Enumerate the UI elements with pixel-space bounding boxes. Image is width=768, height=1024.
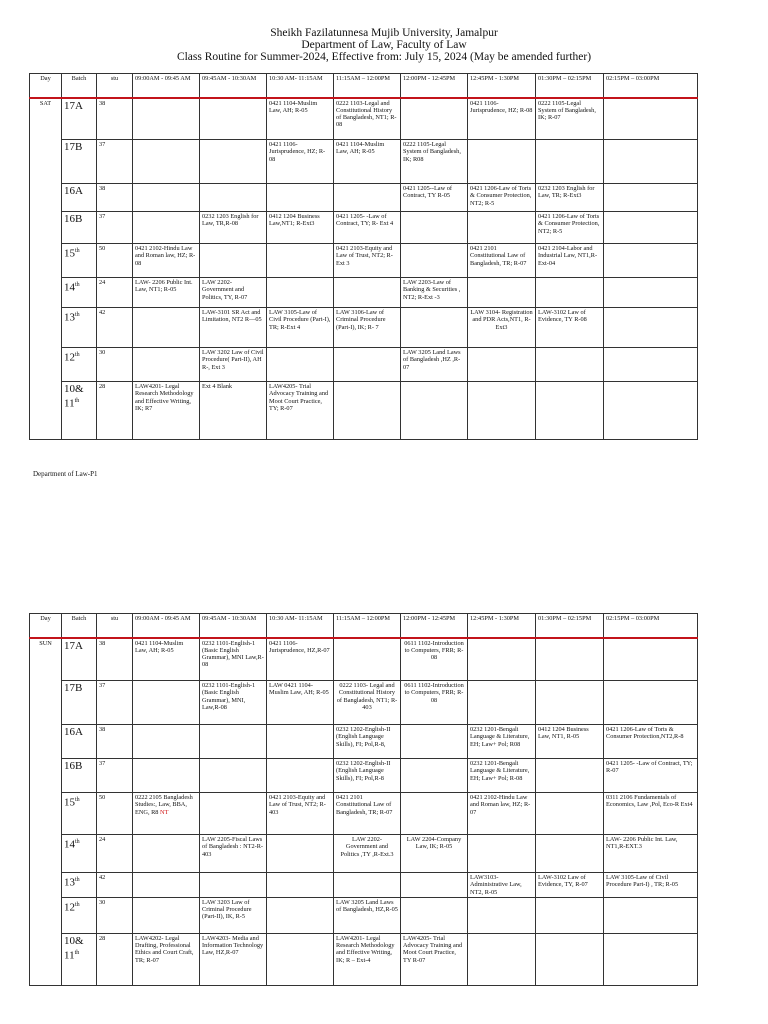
empty-cell bbox=[468, 897, 536, 933]
empty-cell bbox=[133, 725, 200, 759]
batch-cell: 17A bbox=[62, 638, 97, 681]
batch-cell: 16B bbox=[62, 759, 97, 793]
class-cell: LAW 3202 Law of Civil Procedure( Part-II), AH R-, Ext 3 bbox=[200, 348, 267, 382]
column-header: 09:00AM - 09:45 AM bbox=[133, 614, 200, 638]
empty-cell bbox=[468, 681, 536, 725]
empty-cell bbox=[334, 638, 401, 681]
class-cell: LAW4202- Legal Drafting, Professional Ethics and Court Craft, TR; R-07 bbox=[133, 933, 200, 985]
student-count: 24 bbox=[97, 278, 133, 308]
table-row bbox=[30, 98, 698, 140]
column-header: Batch bbox=[62, 74, 97, 98]
class-cell: 0421 1206-Law of Torts & Consumer Protection, NT2; R-5 bbox=[536, 212, 604, 244]
empty-cell bbox=[536, 793, 604, 835]
batch-cell: 16B bbox=[62, 212, 97, 244]
batch-cell: 16A bbox=[62, 184, 97, 212]
column-header: 11:15AM – 12:00PM bbox=[334, 74, 401, 98]
class-cell: 0421 2102-Hindu Law and Roman law, HZ; R-08 bbox=[133, 244, 200, 278]
header-row bbox=[30, 74, 698, 98]
empty-cell bbox=[468, 933, 536, 985]
empty-cell bbox=[604, 184, 698, 212]
empty-cell bbox=[334, 184, 401, 212]
class-cell: 0421 1104-Muslim Law, AH; R-05 bbox=[334, 140, 401, 184]
empty-cell bbox=[267, 725, 334, 759]
empty-cell bbox=[133, 681, 200, 725]
class-cell: 0232 1201-Bengali Language & Literature, EH; Law+ Pol; R08 bbox=[468, 725, 536, 759]
class-cell: 0421 1106-Jurisprudence, HZ; R-08 bbox=[267, 140, 334, 184]
empty-cell bbox=[401, 244, 468, 278]
column-header: Day bbox=[30, 614, 62, 638]
empty-cell bbox=[267, 278, 334, 308]
class-cell: 0421 2102-Hindu Law and Roman law, HZ; R-07 bbox=[468, 793, 536, 835]
student-count: 42 bbox=[97, 873, 133, 898]
empty-cell bbox=[267, 835, 334, 873]
table-row bbox=[30, 638, 698, 681]
empty-cell bbox=[200, 140, 267, 184]
empty-cell bbox=[468, 348, 536, 382]
empty-cell bbox=[200, 793, 267, 835]
empty-cell bbox=[200, 759, 267, 793]
empty-cell bbox=[468, 835, 536, 873]
table-row bbox=[30, 348, 698, 382]
table-row bbox=[30, 244, 698, 278]
empty-cell bbox=[604, 348, 698, 382]
empty-cell bbox=[604, 212, 698, 244]
empty-cell bbox=[536, 897, 604, 933]
empty-cell bbox=[401, 212, 468, 244]
empty-cell bbox=[604, 308, 698, 348]
empty-cell bbox=[200, 184, 267, 212]
batch-cell: 10& 11th bbox=[62, 382, 97, 440]
class-cell: LAW 0421 1104-Muslim Law, AH; R-05 bbox=[267, 681, 334, 725]
class-cell: LAW 3205 Land Laws of Bangladesh, HZ,R-05 bbox=[334, 897, 401, 933]
column-header: 10:30 AM- 11:15AM bbox=[267, 614, 334, 638]
table-row bbox=[30, 140, 698, 184]
class-cell: LAW 3205 Land Laws of Bangladesh ,HZ ,R-07 bbox=[401, 348, 468, 382]
empty-cell bbox=[604, 382, 698, 440]
empty-cell bbox=[536, 140, 604, 184]
empty-cell bbox=[133, 140, 200, 184]
empty-cell bbox=[267, 244, 334, 278]
empty-cell bbox=[133, 308, 200, 348]
class-cell: LAW 2202- Government and Politics, TY, R-07 bbox=[200, 278, 267, 308]
class-cell: 0421 1206-Law of Torts & Consumer Protection, NT2; R-5 bbox=[468, 184, 536, 212]
class-cell: 0421 1205- -Law of Contract, TY; R- Ext 4 bbox=[334, 212, 401, 244]
class-cell: LAW- 2206 Public Int. Law, NT1,R-EXT.3 bbox=[604, 835, 698, 873]
empty-cell bbox=[536, 681, 604, 725]
empty-cell bbox=[133, 184, 200, 212]
batch-cell: 16A bbox=[62, 725, 97, 759]
column-header: 10:30 AM- 11:15AM bbox=[267, 74, 334, 98]
class-cell: 0222 2105 Bangladesh Studies:, Law, BBA, ENG, R8 NT bbox=[133, 793, 200, 835]
column-header: stu bbox=[97, 614, 133, 638]
empty-cell bbox=[133, 348, 200, 382]
class-cell: LAW 2203-Law of Banking & Securities , NT2; R-Ext -3 bbox=[401, 278, 468, 308]
empty-cell bbox=[604, 681, 698, 725]
column-header: 11:15AM – 12:00PM bbox=[334, 614, 401, 638]
class-cell: 0222 1105-Legal System of Bangladesh, IK; R08 bbox=[401, 140, 468, 184]
batch-cell: 14th bbox=[62, 278, 97, 308]
empty-cell bbox=[334, 382, 401, 440]
table-row bbox=[30, 184, 698, 212]
student-count: 30 bbox=[97, 348, 133, 382]
student-count: 38 bbox=[97, 725, 133, 759]
student-count: 50 bbox=[97, 244, 133, 278]
table-row bbox=[30, 873, 698, 898]
student-count: 38 bbox=[97, 184, 133, 212]
empty-cell bbox=[133, 98, 200, 140]
class-cell: 0421 2101 Constitutional Law of Bangladesh, TR; R-07 bbox=[334, 793, 401, 835]
sunday-routine-table bbox=[29, 613, 698, 986]
empty-cell bbox=[267, 759, 334, 793]
batch-cell: 17B bbox=[62, 140, 97, 184]
class-cell: Ext 4 Blank bbox=[200, 382, 267, 440]
class-cell: 0412 1204 Business Law, NT1, R-05 bbox=[536, 725, 604, 759]
student-count: 28 bbox=[97, 382, 133, 440]
class-cell: 0421 2101 Constitutional Law of Bangladesh, TR; R-07 bbox=[468, 244, 536, 278]
empty-cell bbox=[604, 244, 698, 278]
day-cell: SUN bbox=[30, 638, 62, 986]
class-cell: 0421 2104-Labor and Industrial Law, NT1,R- Ext-04 bbox=[536, 244, 604, 278]
class-cell: 0412 1204 Business Law,NT1; R-Ext3 bbox=[267, 212, 334, 244]
empty-cell bbox=[536, 278, 604, 308]
empty-cell bbox=[401, 793, 468, 835]
class-cell: 0421 2103-Equity and Law of Trust, NT2; R-403 bbox=[267, 793, 334, 835]
table-row bbox=[30, 933, 698, 985]
class-cell: 0421 1206-Law of Torts & Consumer Protection,NT2,R-8 bbox=[604, 725, 698, 759]
table-row bbox=[30, 835, 698, 873]
empty-cell bbox=[133, 759, 200, 793]
batch-cell: 17A bbox=[62, 98, 97, 140]
class-cell: 0611 1102-Introduction to Computers, FRR; R-08 bbox=[401, 681, 468, 725]
batch-cell: 15th bbox=[62, 244, 97, 278]
batch-cell: 12th bbox=[62, 897, 97, 933]
class-cell: 0222 1103-Legal and Constitutional History of Bangladesh, NT1; R-08 bbox=[334, 98, 401, 140]
student-count: 37 bbox=[97, 681, 133, 725]
student-count: 28 bbox=[97, 933, 133, 985]
column-header: Day bbox=[30, 74, 62, 98]
class-cell: 0421 1205--Law of Contract, TY R-05 bbox=[401, 184, 468, 212]
column-header: 09:45AM - 10:30AM bbox=[200, 74, 267, 98]
student-count: 38 bbox=[97, 638, 133, 681]
empty-cell bbox=[604, 140, 698, 184]
empty-cell bbox=[334, 873, 401, 898]
batch-cell: 14th bbox=[62, 835, 97, 873]
empty-cell bbox=[133, 897, 200, 933]
class-cell: 0232 1202-English-II (English Language Skills), FI; Pol,R-8, bbox=[334, 725, 401, 759]
student-count: 37 bbox=[97, 212, 133, 244]
class-cell: LAW-3102 Law of Evidence, TY, R-07 bbox=[536, 873, 604, 898]
student-count: 50 bbox=[97, 793, 133, 835]
table-row bbox=[30, 759, 698, 793]
class-cell: 0232 1201-Bengali Language & Literature, EH; Law+ Pol; R-08 bbox=[468, 759, 536, 793]
empty-cell bbox=[536, 933, 604, 985]
class-cell: LAW4205- Trial Advocacy Training and Moot Court Practice, TY R-07 bbox=[401, 933, 468, 985]
teacher-tag: NT bbox=[158, 808, 169, 816]
class-cell: 0232 1203 English for Law, TR; R-Ext3 bbox=[536, 184, 604, 212]
column-header: 12:00PM - 12:45PM bbox=[401, 614, 468, 638]
class-cell: LAW3103- Administrative Law, NT2, R-05 bbox=[468, 873, 536, 898]
empty-cell bbox=[200, 98, 267, 140]
empty-cell bbox=[133, 873, 200, 898]
column-header: 02:15PM – 03:00PM bbox=[604, 74, 698, 98]
empty-cell bbox=[536, 638, 604, 681]
empty-cell bbox=[200, 725, 267, 759]
batch-cell: 15th bbox=[62, 793, 97, 835]
class-cell: 0232 1101-English-1 (Basic English Grammar), MNI Law,R-08 bbox=[200, 638, 267, 681]
class-cell: 0222 1105-Legal System of Bangladesh, IK; R-07 bbox=[536, 98, 604, 140]
batch-cell: 13th bbox=[62, 873, 97, 898]
class-cell: LAW- 2206 Public Int. Law, NT1; R-05 bbox=[133, 278, 200, 308]
column-header: 12:00PM - 12:45PM bbox=[401, 74, 468, 98]
class-cell: LAW 2205-Fiscal Laws of Bangladesh : NT2-R-403 bbox=[200, 835, 267, 873]
class-cell: LAW 3106-Law of Criminal Procedure (Part-I), IK; R- 7 bbox=[334, 308, 401, 348]
day-cell: SAT bbox=[30, 98, 62, 440]
class-cell: 0232 1202-English-II (English Language Skills), FI; Pol,R-8 bbox=[334, 759, 401, 793]
class-cell: 0222 1103- Legal and Constitutional History of Bangladesh, NT1; R-403 bbox=[334, 681, 401, 725]
column-header: 12:45PM - 1:30PM bbox=[468, 74, 536, 98]
class-cell: LAW 3105-Law of Civil Procedure Part-I) , TR; R-05 bbox=[604, 873, 698, 898]
empty-cell bbox=[536, 348, 604, 382]
student-count: 24 bbox=[97, 835, 133, 873]
empty-cell bbox=[468, 278, 536, 308]
class-cell: 0421 1106-Jurisprudence, HZ; R-08 bbox=[468, 98, 536, 140]
empty-cell bbox=[267, 873, 334, 898]
table-row bbox=[30, 212, 698, 244]
table-row bbox=[30, 897, 698, 933]
batch-cell: 10& 11th bbox=[62, 933, 97, 985]
empty-cell bbox=[267, 897, 334, 933]
empty-cell bbox=[401, 98, 468, 140]
document-header bbox=[0, 27, 768, 63]
class-cell: 0421 1104-Muslim Law, AH; R-05 bbox=[267, 98, 334, 140]
student-count: 42 bbox=[97, 308, 133, 348]
empty-cell bbox=[133, 835, 200, 873]
table-row bbox=[30, 793, 698, 835]
empty-cell bbox=[604, 98, 698, 140]
empty-cell bbox=[468, 212, 536, 244]
class-cell: 0611 1102-Introduction to Computers, FRR; R-08 bbox=[401, 638, 468, 681]
table-row bbox=[30, 308, 698, 348]
empty-cell bbox=[133, 212, 200, 244]
class-cell: LAW4201- Legal Research Methodology and Effective Writing, IK; R – Ext-4 bbox=[334, 933, 401, 985]
column-header: 01:30PM – 02:15PM bbox=[536, 74, 604, 98]
empty-cell bbox=[401, 308, 468, 348]
empty-cell bbox=[200, 873, 267, 898]
student-count: 37 bbox=[97, 140, 133, 184]
page-footer: Department of Law-P1 bbox=[33, 470, 98, 478]
student-count: 37 bbox=[97, 759, 133, 793]
empty-cell bbox=[267, 348, 334, 382]
class-cell: LAW4201- Legal Research Methodology and Effective Writing, IK; R7 bbox=[133, 382, 200, 440]
class-cell: LAW4203- Media and Information Technology Law, HZ,R-07 bbox=[200, 933, 267, 985]
class-cell: LAW 3104- Registration and PDR Acts,NT1, R-Ext3 bbox=[468, 308, 536, 348]
empty-cell bbox=[401, 873, 468, 898]
department-name: Department of Law, Faculty of Law bbox=[301, 39, 467, 51]
column-header: Batch bbox=[62, 614, 97, 638]
empty-cell bbox=[536, 382, 604, 440]
class-cell: 0311 2106 Fundamentals of Economics, Law ,Pol, Eco-R Ext4 bbox=[604, 793, 698, 835]
table-row bbox=[30, 278, 698, 308]
class-cell: 0421 2103-Equity and Law of Trust, NT2; R- Ext 3 bbox=[334, 244, 401, 278]
empty-cell bbox=[536, 835, 604, 873]
empty-cell bbox=[401, 759, 468, 793]
column-header: 02:15PM – 03:00PM bbox=[604, 614, 698, 638]
empty-cell bbox=[267, 184, 334, 212]
empty-cell bbox=[200, 244, 267, 278]
class-cell: 0232 1203 English for Law, TR,R-08 bbox=[200, 212, 267, 244]
empty-cell bbox=[468, 140, 536, 184]
table-row bbox=[30, 382, 698, 440]
class-cell: LAW 2204-Company Law, IK; R-05 bbox=[401, 835, 468, 873]
class-cell: LAW 2202- Government and Politics ,TY ,R-Ext.3 bbox=[334, 835, 401, 873]
empty-cell bbox=[536, 759, 604, 793]
class-cell: LAW4205- Trial Advocacy Training and Moot Court Practice, TY; R-07 bbox=[267, 382, 334, 440]
column-header: 09:45AM - 10:30AM bbox=[200, 614, 267, 638]
column-header: stu bbox=[97, 74, 133, 98]
batch-cell: 17B bbox=[62, 681, 97, 725]
table-row bbox=[30, 725, 698, 759]
empty-cell bbox=[604, 278, 698, 308]
header-row bbox=[30, 614, 698, 638]
class-cell: 0421 1104-Muslim Law, AH; R-05 bbox=[133, 638, 200, 681]
class-cell: 0421 1106-Jurisprudence, HZ,R-07 bbox=[267, 638, 334, 681]
saturday-routine-table bbox=[29, 73, 698, 440]
class-cell: LAW 3203 Law of Criminal Procedure (Part-II), IK, R-5 bbox=[200, 897, 267, 933]
class-cell: LAW-3101 SR Act and Limitation, NT2 R—05 bbox=[200, 308, 267, 348]
university-name: Sheikh Fazilatunnesa Mujib University, Jamalpur bbox=[270, 27, 498, 39]
empty-cell bbox=[401, 382, 468, 440]
empty-cell bbox=[604, 933, 698, 985]
class-cell: 0421 1205- -Law of Contract, TY; R-07 bbox=[604, 759, 698, 793]
table-row bbox=[30, 681, 698, 725]
class-cell: LAW-3102 Law of Evidence, TY R-08 bbox=[536, 308, 604, 348]
empty-cell bbox=[468, 382, 536, 440]
empty-cell bbox=[604, 638, 698, 681]
column-header: 01:30PM – 02:15PM bbox=[536, 614, 604, 638]
empty-cell bbox=[267, 933, 334, 985]
empty-cell bbox=[334, 278, 401, 308]
student-count: 38 bbox=[97, 98, 133, 140]
empty-cell bbox=[604, 897, 698, 933]
batch-cell: 12th bbox=[62, 348, 97, 382]
class-cell: 0232 1101-English-1 (Basic English Grammar), MNI, Law,R-08 bbox=[200, 681, 267, 725]
empty-cell bbox=[401, 725, 468, 759]
column-header: 12:45PM - 1:30PM bbox=[468, 614, 536, 638]
batch-cell: 13th bbox=[62, 308, 97, 348]
student-count: 30 bbox=[97, 897, 133, 933]
empty-cell bbox=[468, 638, 536, 681]
empty-cell bbox=[401, 897, 468, 933]
column-header: 09:00AM - 09:45 AM bbox=[133, 74, 200, 98]
routine-title: Class Routine for Summer-2024, Effective from: July 15, 2024 (May be amended further) bbox=[176, 51, 592, 63]
empty-cell bbox=[334, 348, 401, 382]
class-cell: LAW 3105-Law of Civil Procedure (Part-I), TR; R-Ext 4 bbox=[267, 308, 334, 348]
